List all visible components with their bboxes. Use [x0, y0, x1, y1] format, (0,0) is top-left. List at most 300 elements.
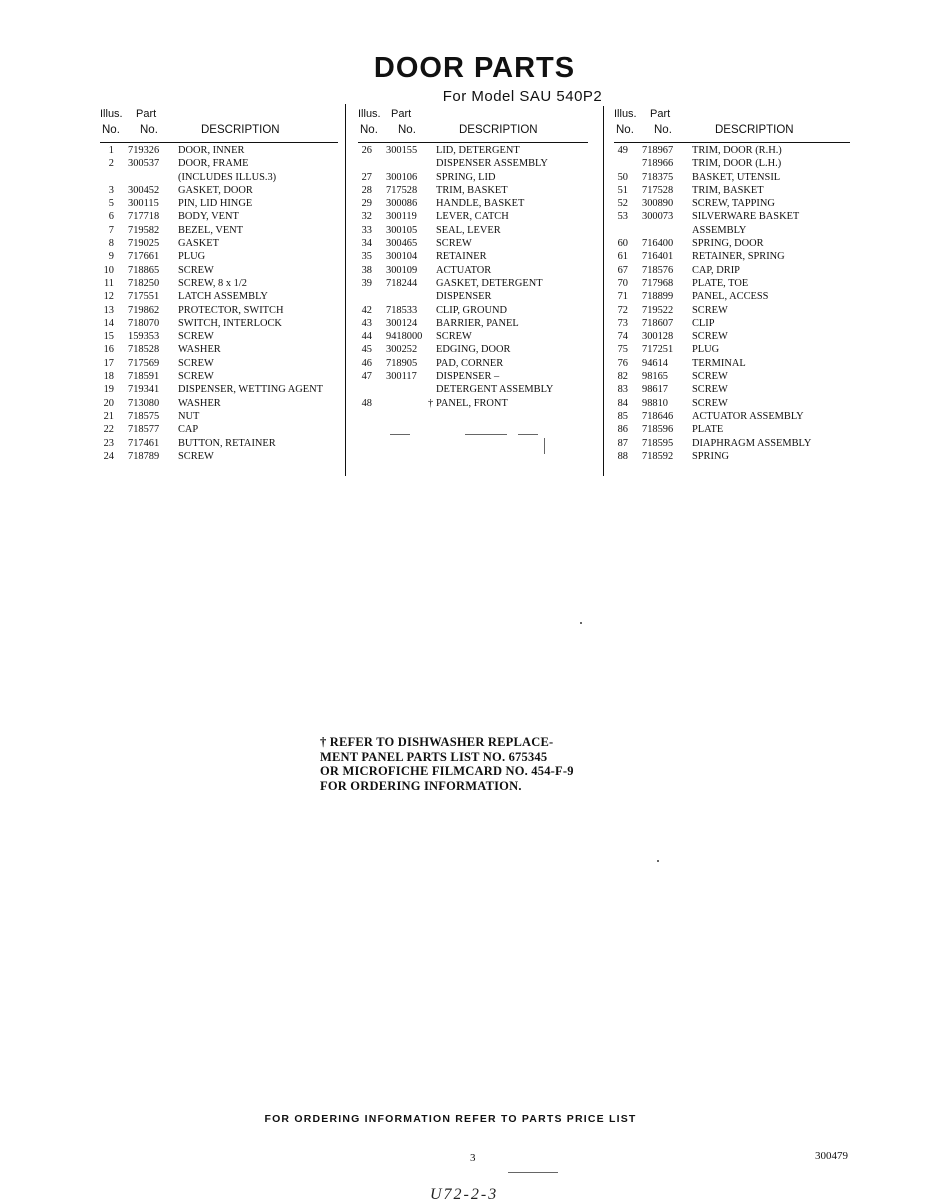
- header-part-no: No.: [140, 124, 158, 136]
- table-row: [614, 397, 850, 410]
- table-row: [100, 157, 338, 170]
- part-description: SCREW: [436, 331, 472, 343]
- table-row: [614, 184, 850, 197]
- table-row: [358, 343, 596, 356]
- illus-number: 5: [108, 198, 114, 210]
- illus-number: 34: [361, 238, 372, 250]
- part-description: WASHER: [178, 397, 221, 409]
- part-number: 300155: [386, 145, 418, 156]
- header-description: DESCRIPTION: [715, 124, 794, 136]
- part-description: GASKET: [178, 238, 219, 250]
- part-description: TRIM, DOOR (R.H.): [692, 145, 782, 156]
- table-row: [100, 383, 338, 396]
- part-number: 718375: [642, 171, 674, 183]
- part-description: RETAINER, SPRING: [692, 251, 785, 263]
- part-number: 719582: [128, 224, 160, 236]
- table-row: [100, 197, 338, 210]
- part-number: 717718: [128, 211, 160, 223]
- table-row: [358, 157, 596, 170]
- table-row: [100, 410, 338, 423]
- part-description: CAP: [178, 424, 199, 436]
- column-divider-2: [603, 106, 604, 476]
- part-description: SCREW: [692, 371, 728, 383]
- scan-speck: [544, 438, 545, 454]
- part-number: 717528: [642, 184, 674, 196]
- part-description: WASHER: [178, 344, 221, 356]
- header-illus-no: No.: [616, 124, 634, 136]
- table-row: [100, 357, 338, 370]
- part-number: 716401: [642, 251, 674, 263]
- part-number: 718595: [642, 437, 674, 449]
- part-description: PROTECTOR, SWITCH: [178, 304, 284, 316]
- table-row: [358, 290, 596, 303]
- illus-number: 46: [361, 357, 372, 369]
- page-title: DOOR PARTS: [373, 52, 576, 84]
- table-row: [614, 450, 850, 463]
- scan-speck: [508, 1172, 558, 1173]
- part-number: 718577: [128, 424, 160, 436]
- part-description: ACTUATOR ASSEMBLY: [692, 410, 804, 422]
- part-description: BUTTON, RETAINER: [178, 437, 276, 449]
- illus-number: 22: [103, 424, 114, 436]
- table-row: [614, 210, 850, 223]
- illus-number: 74: [617, 331, 628, 343]
- table-row: [358, 277, 596, 290]
- illus-number: 87: [617, 437, 628, 449]
- illus-number: 84: [617, 397, 628, 409]
- part-number: 300073: [642, 211, 674, 223]
- part-description: TRIM, BASKET: [692, 184, 764, 196]
- illus-number: 60: [617, 238, 628, 250]
- footnote-line: OR MICROFICHE FILMCARD NO. 454-F-9: [320, 764, 574, 778]
- illus-number: 24: [103, 450, 114, 462]
- illus-number: 9: [108, 251, 114, 263]
- part-number: 300119: [386, 211, 417, 223]
- part-description: SWITCH, INTERLOCK: [178, 317, 282, 329]
- part-number: 300104: [386, 251, 418, 263]
- part-number: 718899: [642, 291, 674, 303]
- ordering-info: FOR ORDERING INFORMATION REFER TO PARTS PRICE LIST: [264, 1113, 637, 1125]
- table-row: [358, 250, 596, 263]
- illus-number: 10: [103, 264, 114, 276]
- part-description: SPRING: [692, 450, 729, 462]
- illus-number: 6: [108, 211, 114, 223]
- part-description: DOOR, FRAME: [178, 158, 249, 170]
- part-number: 300106: [386, 171, 418, 183]
- part-description: DISPENSER ASSEMBLY: [436, 158, 548, 170]
- footnote-line: MENT PANEL PARTS LIST NO. 675345: [320, 749, 548, 764]
- table-row: [614, 423, 850, 436]
- part-description: DISPENSER, WETTING AGENT: [178, 384, 323, 396]
- part-description: SCREW: [178, 264, 214, 276]
- illus-number: 21: [103, 410, 114, 422]
- table-row: [358, 397, 596, 410]
- part-number: 717251: [642, 344, 674, 356]
- part-number: 718967: [642, 145, 674, 156]
- part-number: 718244: [386, 277, 418, 289]
- part-description: BARRIER, PANEL: [436, 317, 519, 329]
- table-row: [614, 343, 850, 356]
- header-part: Part: [650, 108, 671, 120]
- table-row: [358, 171, 596, 184]
- footnote: [320, 735, 574, 793]
- illus-number: 88: [617, 450, 628, 462]
- table-row: [100, 290, 338, 303]
- illus-number: 47: [361, 371, 372, 383]
- illus-number: 43: [361, 317, 372, 329]
- table-row: [614, 330, 850, 343]
- table-row: [614, 357, 850, 370]
- part-number: 717968: [642, 277, 674, 289]
- illus-number: 28: [361, 184, 372, 196]
- column-header: [100, 108, 338, 144]
- table-row: [614, 264, 850, 277]
- header-rule: [100, 142, 338, 143]
- illus-number: 33: [361, 224, 372, 236]
- part-number: 300086: [386, 198, 418, 210]
- parts-rows: [614, 144, 850, 463]
- part-description: SCREW: [178, 357, 214, 369]
- part-number: 300105: [386, 224, 418, 236]
- part-description: PLATE, TOE: [692, 277, 749, 289]
- table-row: [614, 250, 850, 263]
- parts-column-1: [100, 108, 338, 463]
- part-description: (INCLUDES ILLUS.3): [178, 171, 277, 183]
- part-number: 718591: [128, 371, 160, 383]
- illus-number: 72: [617, 304, 628, 316]
- table-row: [100, 277, 338, 290]
- header-illus-no: No.: [102, 124, 120, 136]
- illus-number: 82: [617, 371, 628, 383]
- illus-number: 76: [617, 357, 628, 369]
- header-illus: Illus.: [614, 108, 637, 120]
- scan-speck: [657, 860, 659, 862]
- table-row: [358, 184, 596, 197]
- table-row: [100, 397, 338, 410]
- illus-number: 16: [103, 344, 114, 356]
- column-header: [614, 108, 850, 144]
- part-description: LATCH ASSEMBLY: [178, 291, 268, 303]
- part-description: ASSEMBLY: [692, 224, 747, 236]
- part-description: PANEL, ACCESS: [692, 291, 769, 303]
- part-description: SCREW: [178, 371, 214, 383]
- column-divider-1: [345, 104, 346, 476]
- part-description: SCREW: [692, 304, 728, 316]
- part-description: ACTUATOR: [436, 264, 492, 276]
- illus-number: 29: [361, 198, 372, 210]
- part-description: SCREW: [178, 331, 214, 343]
- illus-number: 53: [617, 211, 628, 223]
- part-number: 300109: [386, 264, 418, 276]
- table-row: [358, 224, 596, 237]
- table-row: [614, 410, 850, 423]
- table-row: [100, 224, 338, 237]
- illus-number: 73: [617, 317, 628, 329]
- table-row: [358, 264, 596, 277]
- illus-number: 1: [108, 145, 114, 156]
- illus-number: 51: [617, 184, 628, 196]
- illus-number: 75: [617, 344, 628, 356]
- illus-number: 42: [361, 304, 372, 316]
- scan-speck: [518, 434, 538, 435]
- illus-number: 8: [108, 238, 114, 250]
- header-rule: [614, 142, 850, 143]
- part-description: DETERGENT ASSEMBLY: [436, 384, 554, 396]
- part-number: 718576: [642, 264, 674, 276]
- part-number: 717661: [128, 251, 160, 263]
- page-number: 3: [470, 1152, 476, 1164]
- part-number: 717551: [128, 291, 160, 303]
- part-number: 300117: [386, 371, 417, 383]
- illus-number: 18: [103, 371, 114, 383]
- part-number: 98617: [642, 384, 668, 396]
- illus-number: 67: [617, 264, 628, 276]
- part-number: 719862: [128, 304, 160, 316]
- part-description: DISPENSER –: [436, 371, 500, 383]
- part-number: 718905: [386, 357, 418, 369]
- part-number: 716400: [642, 238, 674, 250]
- part-description: TERMINAL: [692, 357, 746, 369]
- part-description: SPRING, LID: [436, 171, 496, 183]
- illus-number: 20: [103, 397, 114, 409]
- part-description: BEZEL, VENT: [178, 224, 244, 236]
- part-description: CLIP: [692, 317, 715, 329]
- part-description: SPRING, DOOR: [692, 238, 764, 250]
- part-description: DISPENSER: [436, 291, 492, 303]
- header-part-no: No.: [654, 124, 672, 136]
- illus-number: 85: [617, 410, 628, 422]
- parts-column-2: [358, 108, 596, 410]
- illus-number: 27: [361, 171, 372, 183]
- illus-number: 38: [361, 264, 372, 276]
- part-number: 718592: [642, 450, 674, 462]
- part-number: 300890: [642, 198, 674, 210]
- table-row: [614, 171, 850, 184]
- table-row: [614, 224, 850, 237]
- table-row: [100, 237, 338, 250]
- part-number: 718533: [386, 304, 418, 316]
- header-part-no: No.: [398, 124, 416, 136]
- table-row: [614, 370, 850, 383]
- illus-number: 50: [617, 171, 628, 183]
- part-number: 98810: [642, 397, 668, 409]
- illus-number: 45: [361, 344, 372, 356]
- part-number: 718646: [642, 410, 674, 422]
- part-description: EDGING, DOOR: [436, 344, 511, 356]
- parts-column-3: [614, 108, 850, 463]
- table-row: [100, 144, 338, 157]
- table-row: [358, 383, 596, 396]
- scan-speck: [390, 434, 410, 435]
- part-number: 718528: [128, 344, 160, 356]
- part-description: DOOR, INNER: [178, 145, 245, 156]
- part-description: SCREW: [436, 238, 472, 250]
- part-description: CLIP, GROUND: [436, 304, 508, 316]
- part-description: CAP, DRIP: [692, 264, 740, 276]
- illus-number: 39: [361, 277, 372, 289]
- part-description: BODY, VENT: [178, 211, 239, 223]
- illus-number: 52: [617, 198, 628, 210]
- table-row: [100, 423, 338, 436]
- part-number: 300537: [128, 158, 160, 170]
- part-number: 98165: [642, 371, 668, 383]
- part-description: SCREW: [692, 397, 728, 409]
- illus-number: 7: [108, 224, 114, 236]
- part-description: SCREW, TAPPING: [692, 198, 775, 210]
- part-number: 159353: [128, 331, 160, 343]
- table-row: [100, 264, 338, 277]
- part-number: 300128: [642, 331, 674, 343]
- table-row: [100, 437, 338, 450]
- part-description: SCREW: [178, 450, 214, 462]
- table-row: [100, 304, 338, 317]
- table-row: [358, 330, 596, 343]
- table-row: [358, 304, 596, 317]
- part-description: GASKET, DOOR: [178, 184, 253, 196]
- table-row: [358, 317, 596, 330]
- footnote-line: † REFER TO DISHWASHER REPLACE-: [320, 735, 554, 749]
- table-row: [358, 197, 596, 210]
- illus-number: 49: [617, 145, 628, 156]
- header-description: DESCRIPTION: [459, 124, 538, 136]
- part-number: 94614: [642, 357, 668, 369]
- illus-number: 23: [103, 437, 114, 449]
- table-row: [614, 290, 850, 303]
- footnote-line: FOR ORDERING INFORMATION.: [320, 778, 522, 793]
- header-part: Part: [136, 108, 157, 120]
- part-number: 713080: [128, 397, 160, 409]
- header-description: DESCRIPTION: [201, 124, 280, 136]
- illus-number: 83: [617, 384, 628, 396]
- table-row: [614, 277, 850, 290]
- illus-number: 44: [361, 331, 372, 343]
- illus-number: 17: [103, 357, 114, 369]
- part-description: TRIM, DOOR (L.H.): [692, 158, 782, 170]
- part-number: 719341: [128, 384, 160, 396]
- part-number: 718966: [642, 158, 674, 170]
- table-row: [614, 437, 850, 450]
- table-row: [100, 317, 338, 330]
- part-description: PANEL, FRONT: [436, 397, 508, 409]
- table-row: [100, 330, 338, 343]
- table-row: [614, 383, 850, 396]
- part-description: DIAPHRAGM ASSEMBLY: [692, 437, 812, 449]
- part-number: 300115: [128, 198, 159, 210]
- part-description: BASKET, UTENSIL: [692, 171, 781, 183]
- table-row: [614, 197, 850, 210]
- parts-rows: [358, 144, 596, 410]
- table-row: [614, 157, 850, 170]
- part-number: 718250: [128, 277, 160, 289]
- table-row: [100, 450, 338, 463]
- part-number: 300124: [386, 317, 418, 329]
- illus-number: 86: [617, 424, 628, 436]
- part-number: 719326: [128, 145, 160, 156]
- table-row: [614, 237, 850, 250]
- table-row: [100, 171, 338, 184]
- header-illus-no: No.: [360, 124, 378, 136]
- illus-number: 35: [361, 251, 372, 263]
- table-row: [100, 184, 338, 197]
- model-subtitle: For Model SAU 540P2: [442, 88, 603, 105]
- table-row: [614, 144, 850, 157]
- part-number: 300252: [386, 344, 418, 356]
- part-number: 718789: [128, 450, 160, 462]
- illus-number: 61: [617, 251, 628, 263]
- part-number: 718070: [128, 317, 160, 329]
- part-description: NUT: [178, 410, 200, 422]
- table-row: [100, 343, 338, 356]
- part-number: 300465: [386, 238, 418, 250]
- part-number: 717569: [128, 357, 160, 369]
- part-description: PLUG: [178, 251, 206, 263]
- part-number: 300452: [128, 184, 160, 196]
- part-number: 719522: [642, 304, 674, 316]
- table-row: [358, 144, 596, 157]
- handwritten-note: U72-2-3: [430, 1186, 499, 1203]
- table-row: [358, 210, 596, 223]
- part-number: 718596: [642, 424, 674, 436]
- table-row: [358, 370, 596, 383]
- illus-number: 3: [108, 184, 114, 196]
- part-description: SCREW, 8 x 1/2: [178, 277, 247, 289]
- part-description: GASKET, DETERGENT: [436, 277, 543, 289]
- header-illus: Illus.: [358, 108, 381, 120]
- part-description: PIN, LID HINGE: [178, 198, 253, 210]
- table-row: [100, 250, 338, 263]
- header-rule: [358, 142, 588, 143]
- illus-number: 2: [108, 158, 114, 170]
- part-number: 719025: [128, 238, 160, 250]
- document-number: 300479: [815, 1150, 848, 1162]
- part-description: PAD, CORNER: [436, 357, 504, 369]
- part-description: PLUG: [692, 344, 720, 356]
- illus-number: 32: [361, 211, 372, 223]
- part-description: SCREW: [692, 384, 728, 396]
- part-number: 718607: [642, 317, 674, 329]
- table-row: [358, 357, 596, 370]
- table-row: [614, 317, 850, 330]
- part-description: TRIM, BASKET: [436, 184, 508, 196]
- part-number: 717461: [128, 437, 160, 449]
- part-description: LEVER, CATCH: [436, 211, 509, 223]
- scan-speck: [580, 622, 582, 624]
- illus-number: 70: [617, 277, 628, 289]
- table-row: [100, 370, 338, 383]
- illus-number: 71: [617, 291, 628, 303]
- part-description: RETAINER: [436, 251, 487, 263]
- illus-number: 14: [103, 317, 114, 329]
- illus-number: 19: [103, 384, 114, 396]
- part-description: LID, DETERGENT: [436, 145, 520, 156]
- part-number: 718865: [128, 264, 160, 276]
- header-part: Part: [391, 108, 412, 120]
- column-header: [358, 108, 596, 144]
- part-number: †: [428, 397, 434, 409]
- scan-speck: [465, 434, 507, 435]
- part-description: SILVERWARE BASKET: [692, 211, 800, 223]
- table-row: [614, 304, 850, 317]
- table-row: [100, 210, 338, 223]
- part-description: HANDLE, BASKET: [436, 198, 525, 210]
- illus-number: 15: [103, 331, 114, 343]
- illus-number: 48: [361, 397, 372, 409]
- illus-number: 13: [103, 304, 114, 316]
- illus-number: 12: [103, 291, 114, 303]
- illus-number: 26: [361, 145, 372, 156]
- part-number: 718575: [128, 410, 160, 422]
- header-illus: Illus.: [100, 108, 123, 120]
